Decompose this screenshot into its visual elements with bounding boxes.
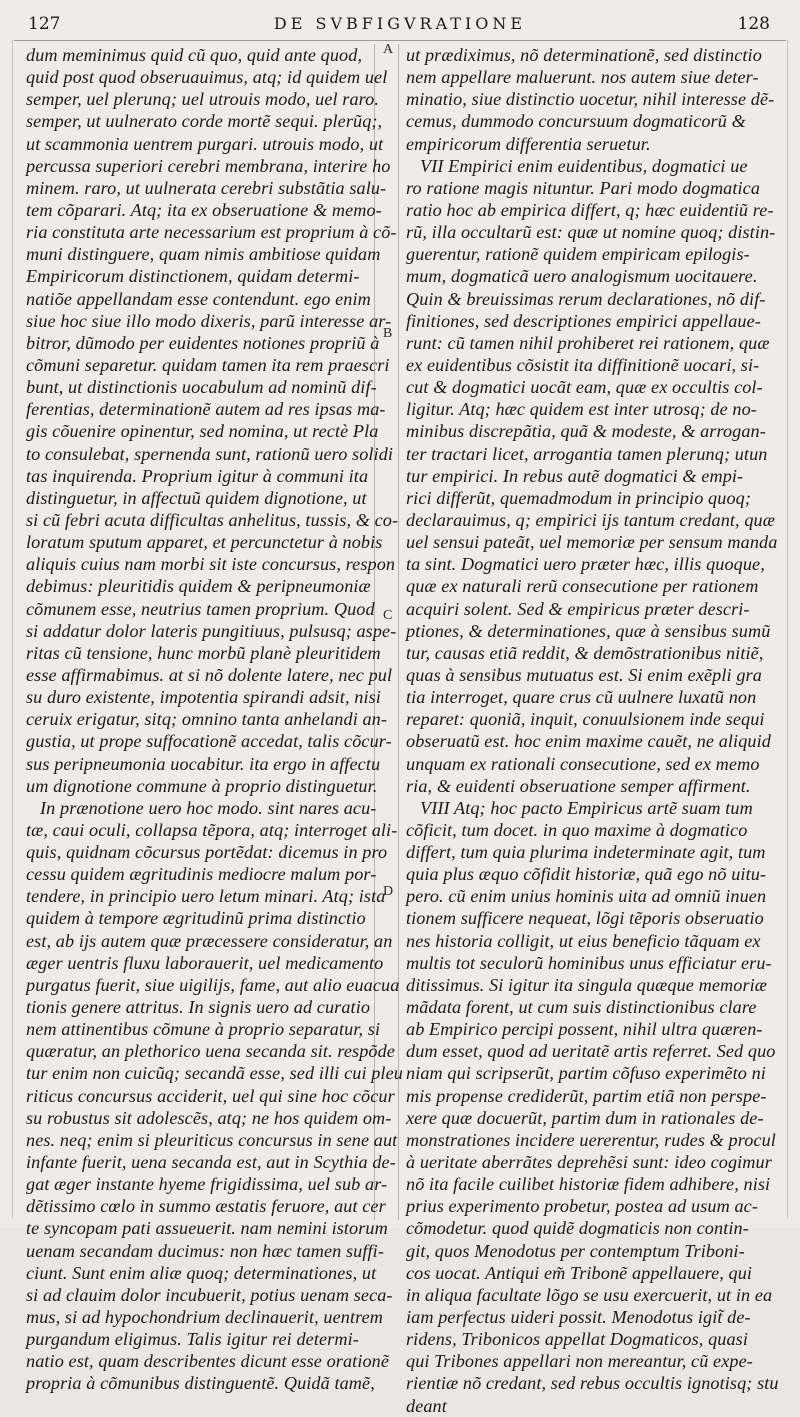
text-line: cõmodetur. quod quidẽ dogmaticis non contin- bbox=[406, 1218, 749, 1239]
header-rule bbox=[14, 40, 786, 41]
text-line: cos uocat. Antiqui em̃ Tribonẽ appellauere, qui bbox=[406, 1262, 753, 1283]
text-line: aliquis cuius nam morbi sit iste concursus, respon bbox=[26, 554, 396, 575]
text-line: rũ, illa occultarũ est: quæ ut nomine quoq; distin- bbox=[406, 222, 776, 243]
text-line: In prænotione uero hoc modo. sint nares acu- bbox=[40, 797, 377, 818]
text-line: mus, si ad hypochondrium declinauerit, uentrem bbox=[26, 1307, 384, 1328]
text-line: percussa superiori cerebri membrana, interire ho bbox=[26, 155, 391, 176]
text-line: tionis genere attritus. In signis uero ad curatio bbox=[26, 997, 371, 1018]
text-line: ligitur. Atq; hæc quidem est inter utrosq; de no- bbox=[406, 399, 757, 420]
text-line: unquam ex rationali consecutione, sed ex memo bbox=[406, 753, 760, 774]
text-line: ria constituta arte necessarium est proprium à cõ- bbox=[26, 222, 397, 243]
text-line: siue hoc siue illo modo dixeris, parũ interesse ar- bbox=[26, 310, 392, 331]
text-line: Quin & breuissimas rerum declarationes, nõ dif- bbox=[406, 288, 766, 309]
text-line: reparet: quoniã, inquit, conuulsionem inde sequi bbox=[406, 709, 765, 730]
running-title: DE SVBFIGVRATIONE bbox=[273, 14, 527, 33]
text-line: ratio hoc ab empirica differt, q; hæc euidentiũ re- bbox=[406, 199, 774, 220]
text-line: distinguetur, in affectuũ quidem dignotione, ut bbox=[26, 487, 367, 508]
text-line: git, quos Menodotus per contemptum Triboni- bbox=[406, 1240, 745, 1261]
text-line: quas à sensibus mutuatus est. Si enim exẽpli gra bbox=[406, 664, 762, 685]
text-line: cessu quidem ægritudinis mediocre malum por- bbox=[26, 864, 377, 885]
text-line: ex euidentibus cõsistit ita diffinitionẽ uocari, si- bbox=[406, 354, 760, 375]
text-line: dẽtissimo cœlo in summo æstatis feruore, aut cer bbox=[26, 1196, 386, 1217]
text-line: guerentur, rationẽ quidem empiricam epilogis- bbox=[406, 244, 750, 265]
text-line: est, ab ijs autem quæ præcessere consideratur, an bbox=[26, 930, 393, 951]
right-column-rule bbox=[787, 40, 788, 1218]
gutter-rule-right bbox=[398, 44, 399, 1220]
text-line: ab Empirico percipi possent, nihil ultra quæren- bbox=[406, 1019, 763, 1040]
text-line: VIII Atq; hoc pacto Empiricus artẽ suam tum bbox=[420, 797, 753, 818]
text-line: cõficit, tum docet. in quo maxime à dogmatico bbox=[406, 819, 748, 840]
margin-letter-a: A bbox=[383, 42, 394, 57]
text-line: cõmuni separetur. quidam tamen ita rem praescri bbox=[26, 354, 390, 375]
text-line: tur enim non cuicũq; secandã esse, sed illi cui pleu bbox=[26, 1063, 403, 1084]
text-line: sus peripneumonia uocabitur. ita ergo in affectu bbox=[26, 753, 381, 774]
text-line: dum meminimus quid cũ quo, quid ante quod, bbox=[26, 45, 363, 65]
text-line: xere quæ docuerũt, partim dum in rationales de- bbox=[406, 1107, 764, 1128]
text-line: te syncopam pati assueuerit. nam nemini istorum bbox=[26, 1218, 388, 1239]
text-line: quæ ex naturali rerũ consecutione per rationem bbox=[406, 576, 759, 597]
text-line: semper, uel plerunq; uel utrouis modo, uel raro. bbox=[26, 89, 380, 110]
text-line: nem attinentibus cõmune à proprio separatur, si bbox=[26, 1019, 381, 1040]
text-line: tendere, in principio uero letum minari. Atq; ista bbox=[26, 886, 386, 907]
text-line: obseruatũ est. hoc enim maxime cauẽt, ne aliquid bbox=[406, 731, 771, 752]
text-line: si ad clauim dolor incubuerit, potius uenam seca- bbox=[26, 1284, 393, 1305]
text-line: ritas cũ tensione, hunc morbũ planè pleuritidem bbox=[26, 642, 381, 663]
text-line: æger uentris fluxu laborauerit, uel medicamento bbox=[26, 952, 384, 973]
text-line: bitror, dũmodo per euidentes notiones propriũ à bbox=[26, 332, 380, 353]
text-line: um dignotione commune à proprio distinguetur. bbox=[26, 775, 378, 796]
text-line: natio est, quam describentes dicunt esse orationẽ bbox=[26, 1351, 390, 1372]
text-line: uel sensui pateãt, uel memoriæ per sensum manda bbox=[406, 532, 778, 553]
text-line: propria à cõmunibus distinguentẽ. Quidã tamẽ, bbox=[26, 1373, 375, 1394]
text-line: gis cõuenire opinentur, sed nomina, ut rectè Pla bbox=[26, 421, 379, 442]
text-line: nõ ita facile cuilibet historiæ fidem adhibere, nisi bbox=[406, 1174, 771, 1195]
text-line: ferentias, determinationẽ autem ad res ipsas ma- bbox=[26, 399, 386, 420]
text-line: ut prædiximus, nõ determinationẽ, sed distinctio bbox=[406, 45, 762, 65]
text-line: VII Empirici enim euidentibus, dogmatici ue bbox=[420, 155, 748, 176]
text-line: ceruix erigatur, sitq; omnino tanta anhelandi an- bbox=[26, 709, 388, 730]
text-line: debimus: pleuritidis quidem & peripneumoniæ bbox=[26, 576, 371, 597]
margin-letter-b: B bbox=[383, 326, 393, 341]
left-text-column bbox=[26, 44, 403, 1394]
text-line: tem cõparari. Atq; ita ex obseruatione & memo- bbox=[26, 199, 382, 220]
text-line: ridens, Tribonicos appellat Dogmaticos, quasi bbox=[406, 1329, 748, 1350]
text-line: tia interroget, quare crus cũ uulnere luxatũ non bbox=[406, 687, 757, 708]
text-line: quis, quidnam cõcursus portẽdat: dicemus in pro bbox=[26, 842, 388, 863]
text-line: ria, & euidenti obseruatione semper affirment. bbox=[406, 775, 751, 796]
text-line: ptiones, & determinationes, quæ à sensibus sumũ bbox=[406, 620, 771, 641]
text-line: mum, dogmaticã uero analogismum uocitauere. bbox=[406, 266, 758, 287]
text-line: su duro existente, impotentia spirandi adsit, nisi bbox=[26, 687, 381, 708]
text-line: empiricorum differentia seruetur. bbox=[406, 133, 651, 154]
text-line: natiõe appellandam esse contendunt. ego enim bbox=[26, 288, 371, 309]
text-line: tur, causas etiã reddit, & demõstrationibus nitiẽ, bbox=[406, 642, 764, 663]
text-line: acquiri solent. Sed & empiricus præter descri- bbox=[406, 598, 750, 619]
text-line: si cũ febri acuta difficultas anhelitus, tussis, & co- bbox=[26, 509, 399, 530]
left-folio-number: 127 bbox=[28, 14, 61, 34]
text-line: declarauimus, q; empirici ijs tantum credant, quæ bbox=[406, 509, 775, 530]
text-line: cõmunem esse, neutrius tamen proprium. Quod bbox=[26, 598, 375, 619]
text-line: gustia, ut prope suffocationẽ accedat, talis cõcur- bbox=[26, 731, 392, 752]
text-line: purgandum eligimus. Talis igitur rei determi- bbox=[26, 1329, 359, 1350]
text-line: uenam secandam ducimus: non hæc tamen suffi- bbox=[26, 1240, 384, 1261]
text-line: finitiones, sed descriptiones empirici appellaue- bbox=[406, 310, 761, 331]
text-line: tur empirici. In rebus autẽ dogmatici & empi- bbox=[406, 465, 744, 486]
text-line: mis propense crediderũt, partim etiã non perspe- bbox=[406, 1085, 767, 1106]
text-line: rientiæ nõ credant, sed rebus occultis ignotisq; stu bbox=[406, 1373, 779, 1394]
text-line: runt: cũ tamen nihil prohiberet rei rationem, quæ bbox=[406, 332, 770, 353]
text-line: ta sint. Dogmatici uero præter hæc, illis quoque, bbox=[406, 554, 765, 575]
text-line: quæratur, an plethorico uena secanda sit. respõde bbox=[26, 1041, 395, 1062]
text-line: mãdata forent, ut cum suis distinctionibus clare bbox=[406, 997, 757, 1018]
text-line: gat æger instante hyeme frigidissima, uel sub ar- bbox=[26, 1174, 388, 1195]
text-line: iam perfectus uideri possit. Menodotus igit̃ de- bbox=[406, 1307, 751, 1328]
text-line: rici differũt, quemadmodum in principio quoq; bbox=[406, 487, 751, 508]
margin-letter-d: D bbox=[383, 884, 394, 899]
text-line: riticus concursus acciderit, uel qui sine hoc cõcur bbox=[26, 1085, 395, 1106]
text-line: su robustus sit adolescẽs, atq; ne hos quidem om- bbox=[26, 1107, 392, 1128]
text-line: differt, tum quia plurima indeterminate agit, tum bbox=[406, 842, 766, 863]
text-line: minibus discrepãtia, quã & modeste, & arrogan- bbox=[406, 421, 766, 442]
text-line: multis tot seculorũ hominibus unus efficiatur eru- bbox=[406, 952, 772, 973]
page-header bbox=[0, 0, 800, 44]
text-line: bunt, ut distinctionis uocabulum ad nominũ dif- bbox=[26, 377, 377, 398]
text-line: minatio, siue distinctio uocetur, nihil interesse dẽ- bbox=[406, 89, 775, 110]
text-line: ro ratione magis nituntur. Pari modo dogmatica bbox=[406, 177, 761, 198]
text-line: nes historia colligit, ut eius beneficio tãquam ex bbox=[406, 930, 761, 951]
text-line: loratum sputum apparet, et percunctetur à nobis bbox=[26, 532, 383, 553]
text-line: nem appellare maluerunt. nos autem siue deter- bbox=[406, 67, 759, 88]
text-line: in aliqua facultate lõgo se usu exercuerit, ut in ea bbox=[406, 1284, 773, 1305]
text-line: monstrationes incidere uererentur, rudes & procul bbox=[406, 1129, 776, 1150]
text-line: infante fuerit, uena secanda est, aut in Scythia de- bbox=[26, 1152, 396, 1173]
text-line: quid post quod obseruauimus, atq; id quidem uel bbox=[26, 67, 388, 88]
text-line: ciunt. Sunt enim aliæ quoq; determinationes, ut bbox=[26, 1262, 377, 1283]
text-line: à ueritate aberrãtes deprehẽsi sunt: ideo cogimur bbox=[406, 1152, 772, 1173]
text-line: dum esset, quod ad ueritatẽ artis referret. Sed quo bbox=[406, 1041, 776, 1062]
right-folio-number: 128 bbox=[737, 14, 770, 34]
text-line: minem. raro, ut uulnerata cerebri substãtia salu- bbox=[26, 177, 387, 198]
text-line: ut scammonia uentrem purgari. utrouis modo, ut bbox=[26, 133, 384, 154]
text-line: si addatur dolor lateris pungitiuus, pulsusq; aspe- bbox=[26, 620, 397, 641]
text-line: ter tractari licet, arrogantia tamen plerunq; utun bbox=[406, 443, 768, 464]
margin-letter-c: C bbox=[383, 608, 393, 623]
text-line: Empiricorum distinctionem, quidam determi- bbox=[26, 266, 360, 287]
text-line: tæ, caui oculi, collapsa tẽpora, atq; interroget ali- bbox=[26, 819, 398, 840]
text-line: cemus, dummodo concursuum dogmaticorũ & bbox=[406, 111, 746, 132]
text-line: quia plus æquo cõfidit historiæ, quã ego nõ uitu- bbox=[406, 864, 767, 885]
text-line: qui Tribones appellari non mereantur, cũ expe- bbox=[406, 1351, 753, 1372]
right-text-column bbox=[406, 44, 779, 1416]
text-line: cut & dogmatici uocãt eam, quæ ex occultis col- bbox=[406, 377, 763, 398]
left-column-rule bbox=[12, 40, 13, 1218]
text-line: muni distinguere, quam nimis ambitiose quidam bbox=[26, 244, 381, 265]
text-line: niam qui scripserũt, partim cõfuso experimẽto ni bbox=[406, 1063, 766, 1084]
text-line: pero. cũ enim unius hominis uita ad omniũ inuen bbox=[406, 886, 767, 907]
text-line: purgatus fuerit, siue uigilijs, fame, aut alio euacua bbox=[26, 974, 400, 995]
text-line: esse affirmabimus. at si nõ dolente latere, nec pul bbox=[26, 664, 393, 685]
text-line: tas inquirenda. Proprium igitur à communi ita bbox=[26, 465, 369, 486]
text-line: quidem à tempore ægritudinũ prima distinctio bbox=[26, 908, 366, 929]
text-line: tionem sufficere nequeat, lõgi tẽporis obseruatio bbox=[406, 908, 764, 929]
text-line: ditissimus. Si igitur ita singula quæque memoriæ bbox=[406, 974, 768, 995]
text-line: deant bbox=[406, 1395, 447, 1416]
text-line: nes. neq; enim si pleuriticus concursus in sene aut bbox=[26, 1129, 398, 1150]
text-line: semper, ut uulnerato corde mortẽ sequi. plerũq;, bbox=[26, 111, 383, 132]
text-line: to consulebat, spernenda sunt, rationũ uero solidi bbox=[26, 443, 394, 464]
text-line: prius experimento probetur, postea ad usum ac- bbox=[406, 1196, 758, 1217]
